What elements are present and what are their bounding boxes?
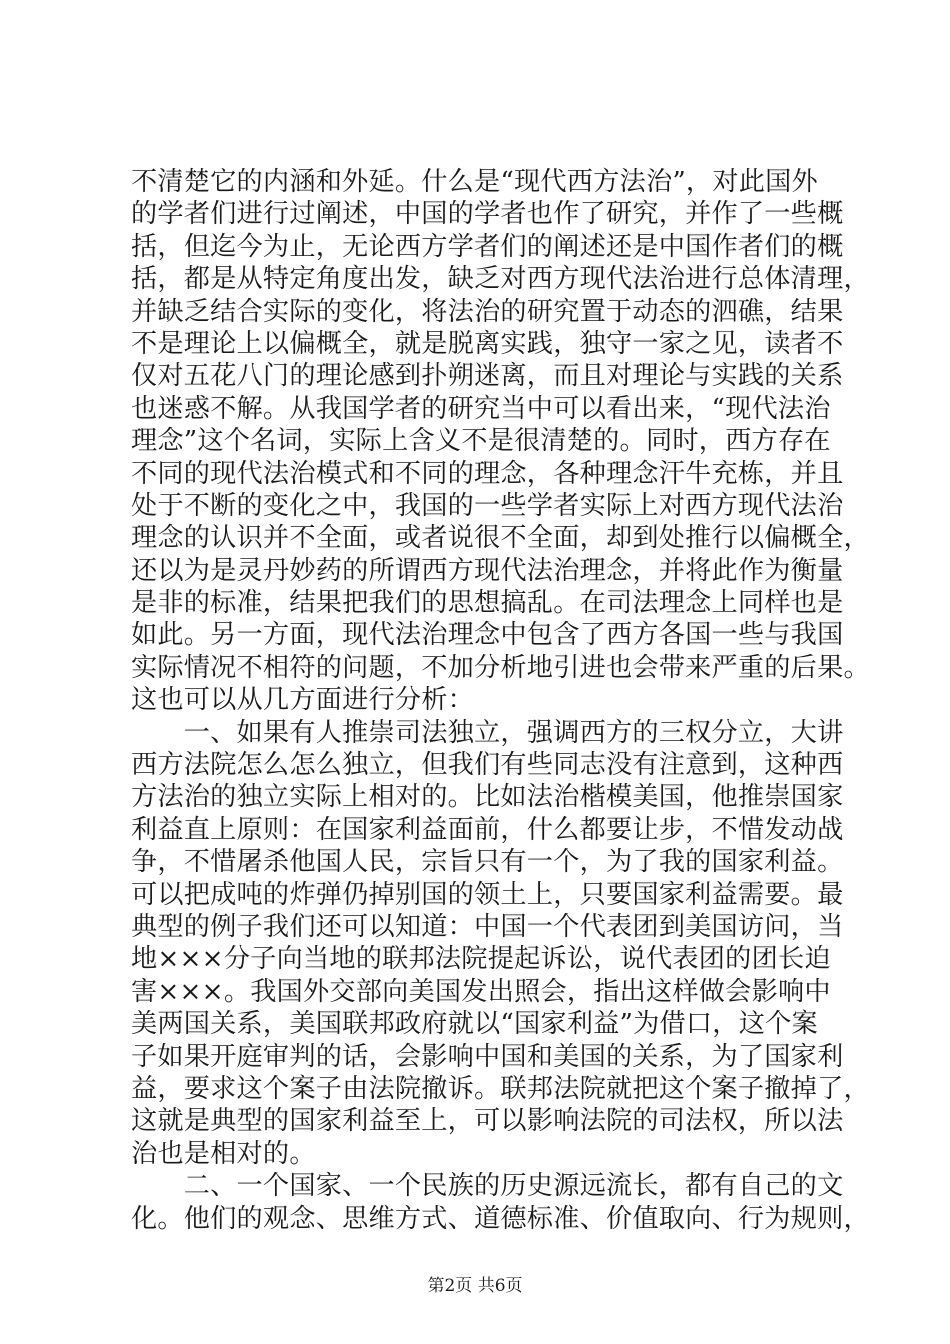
text-line: 不同的现代法治模式和不同的理念，各种理念汗牛充栋，并且: [131, 458, 844, 489]
text-line: 实际情况不相符的问题，不加分析地引进也会带来严重的后果。: [131, 652, 870, 683]
text-line: 这就是典型的国家利益至上，可以影响法院的司法权，所以法: [131, 1106, 844, 1137]
text-line: 害×××。我国外交部向美国发出照会，指出这样做会影响中: [131, 976, 831, 1007]
text-line: 括，都是从特定角度出发，缺乏对西方现代法治进行总体清理，: [131, 264, 870, 295]
text-line: 益，要求这个案子由法院撤诉。联邦法院就把这个案子撤掉了，: [131, 1073, 870, 1104]
text-line: 括，但迄今为止，无论西方学者们的阐述还是中国作者们的概: [131, 231, 844, 262]
text-line: 这也可以从几方面进行分析：: [131, 685, 475, 716]
paragraph-start-line: 一、如果有人推崇司法独立，强调西方的三权分立，大讲: [131, 717, 844, 748]
text-line: 理念的认识并不全面，或者说很不全面，却到处推行以偏概全，: [131, 523, 870, 554]
text-line: 利益直上原则：在国家利益面前，什么都要让步，不惜发动战: [131, 814, 844, 845]
text-line: 处于不断的变化之中，我国的一些学者实际上对西方现代法治: [131, 490, 844, 521]
text-line: 还以为是灵丹妙药的所谓西方现代法治理念，并将此作为衡量: [131, 555, 844, 586]
text-line: 地×××分子向当地的联邦法院提起诉讼，说代表团的团长迫: [131, 944, 831, 975]
text-line: 不是理论上以偏概全，就是脱离实践，独守一家之见，读者不: [131, 328, 844, 359]
text-line: 仅对五花八门的理论感到扑朔迷离，而且对理论与实践的关系: [131, 361, 844, 392]
text-line: 化。他们的观念、思维方式、道德标准、价值取向、行为规则，: [131, 1203, 870, 1234]
text-line: 子如果开庭审判的话，会影响中国和美国的关系，为了国家利: [131, 1041, 844, 1072]
body-text: [131, 166, 870, 1235]
text-line: 方法治的独立实际上相对的。比如法治楷模美国，他推崇国家: [131, 782, 844, 813]
text-line: 西方法院怎么怎么独立，但我们有些同志没有注意到，这种西: [131, 750, 844, 781]
text-line: 可以把成吨的炸弹仍掉别国的领土上，只要国家利益需要。最: [131, 879, 844, 910]
text-line: 也迷惑不解。从我国学者的研究当中可以看出来，“现代法治: [131, 393, 831, 424]
text-line: 美两国关系，美国联邦政府就以“国家利益”为借口，这个案: [131, 1009, 818, 1040]
text-line: 是非的标准，结果把我们的思想搞乱。在司法理念上同样也是: [131, 588, 844, 619]
text-line: 理念”这个名词，实际上含义不是很清楚的。同时，西方存在: [131, 426, 831, 457]
text-line: 典型的例子我们还可以知道：中国一个代表团到美国访问，当: [131, 911, 844, 942]
paragraph-start-line: 二、一个国家、一个民族的历史源远流长，都有自己的文: [131, 1171, 844, 1202]
text-line: 如此。另一方面，现代法治理念中包含了西方各国一些与我国: [131, 620, 844, 651]
text-line: 不清楚它的内涵和外延。什么是“现代西方法治”，对此国外: [131, 167, 818, 197]
page-number-footer: 第2页 共6页: [427, 1276, 523, 1296]
text-line: 争，不惜屠杀他国人民，宗旨只有一个，为了我的国家利益。: [131, 847, 844, 878]
text-line: 治也是相对的。: [131, 1138, 316, 1169]
text-line: 并缺乏结合实际的变化，将法治的研究置于动态的泗礁，结果: [131, 296, 844, 327]
text-line: 的学者们进行过阐述，中国的学者也作了研究，并作了一些概: [131, 199, 844, 230]
